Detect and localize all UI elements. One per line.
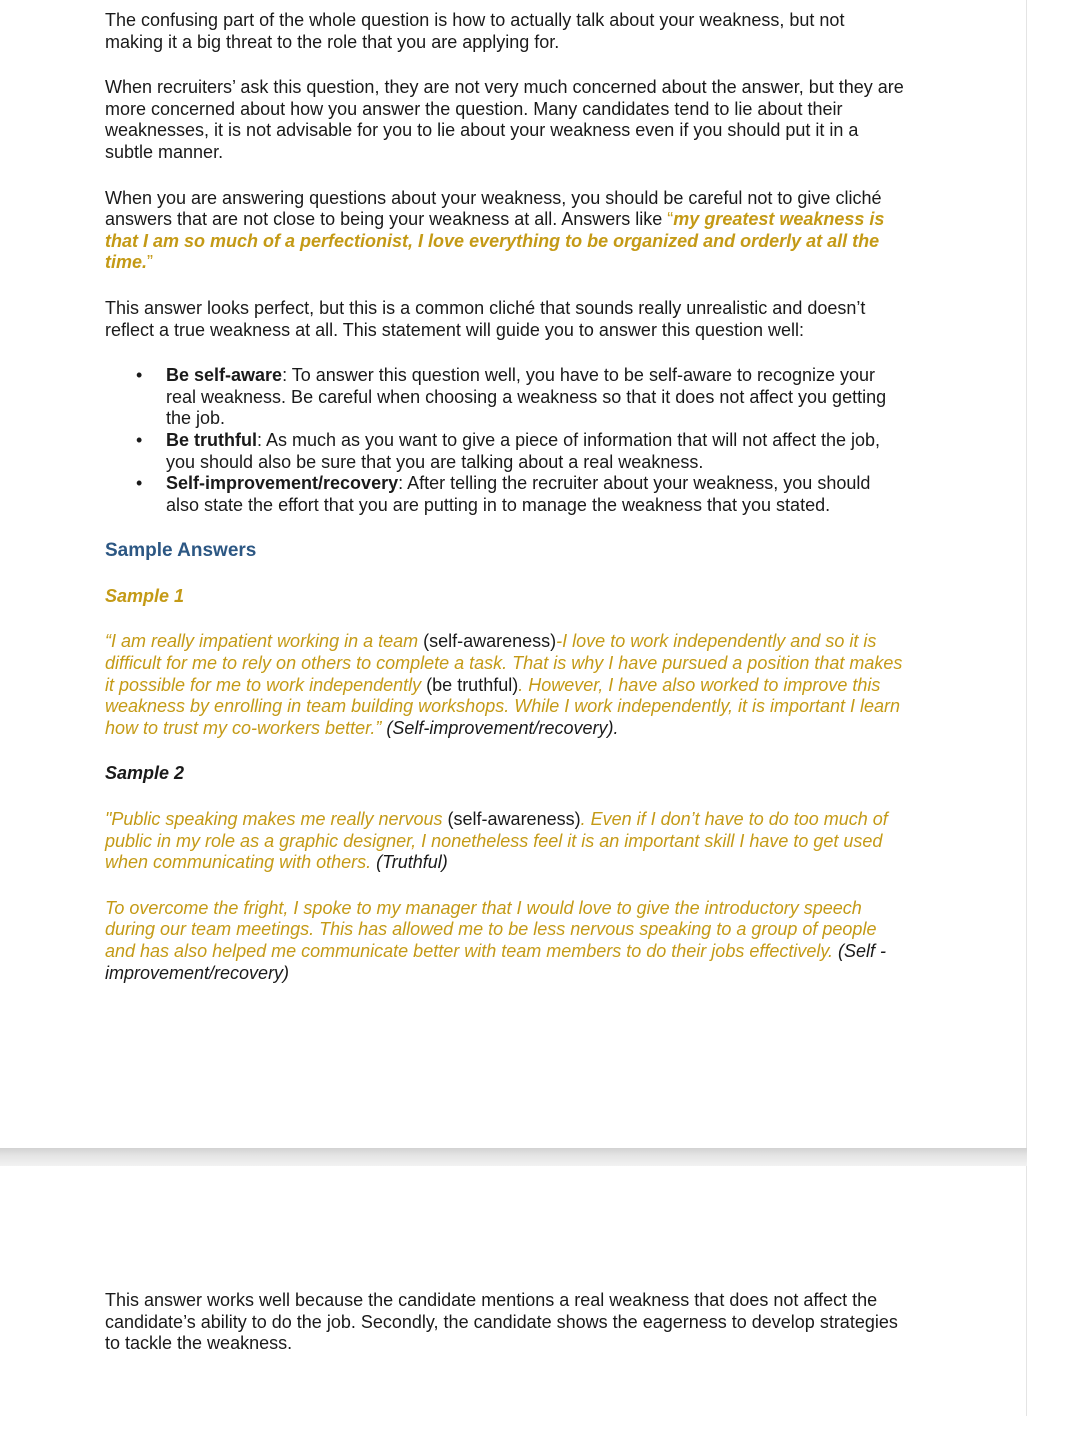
page-separator — [0, 1148, 1027, 1166]
quote-open: “ — [667, 209, 674, 230]
page-content — [105, 1290, 905, 1379]
sample-2-tag-truthful: (Truthful) — [376, 852, 448, 873]
paragraph-conclusion: This answer works well because the candidate mentions a real weakness that does not affect the candidate’s ability to do the job. Secondly, the candidate shows the eagerness to develop strategies to tackle the weakness. — [105, 1290, 898, 1354]
paragraph-intro: The confusing part of the whole question is how to actually talk about your weakness, but not making it a big threat to the role that you are applying for. — [105, 10, 845, 52]
sample-2-text: "Public speaking makes me really nervous — [105, 809, 448, 830]
bullet-icon: • — [136, 473, 143, 494]
cliche-example-highlight: my greatest weakness is that I am so much of a perfectionist, I love everything to be organized and orderly at all the time. — [105, 209, 885, 273]
tip-text: : To answer this question well, you have to be self-aware to recognize your real weakness. Be careful when choosing a weakness so that it does not affect you getting the job. — [166, 365, 887, 429]
sample-2-followup-text: To overcome the fright, I spoke to my manager that I would love to give the introductory speech during our team meetings. This has allowed me to be less nervous speaking to a group of people and has also helped me communicate better with team members to do their jobs effectively. — [105, 897, 877, 961]
section-heading-sample-answers: Sample Answers — [105, 540, 257, 562]
list-item — [136, 429, 905, 473]
paragraph-guide: This answer looks perfect, but this is a common cliché that sounds really unrealistic and doesn’t reflect a true weakness at all. This statement will guide you to answer this question well: — [105, 297, 866, 340]
list-item — [136, 473, 905, 516]
sample-2-tag-self-awareness: (self-awareness) — [447, 809, 581, 830]
tip-label: Be truthful — [166, 429, 257, 450]
sample-2-tag-improvement: (Self -improvement/recovery) — [105, 941, 887, 983]
paragraph-cliche — [105, 188, 905, 274]
sample-2-heading: Sample 2 — [105, 763, 185, 784]
tip-text: : After telling the recruiter about your weakness, you should also state the effort that you are putting in to manage the weakness that you stated. — [166, 473, 871, 515]
bullet-icon: • — [136, 365, 143, 386]
sample-1-answer — [105, 631, 905, 739]
document-page-2 — [0, 1166, 1027, 1416]
tip-label: Self-improvement/recovery — [166, 473, 399, 494]
page-content — [105, 10, 905, 1008]
sample-1-text: -I love to work independently and so it is difficult for me to rely on others to complete a task. That is why I have pursued a position that makes it possible for me to work independently — [105, 631, 903, 695]
paragraph-recruiters: When recruiters’ ask this question, they are not very much concerned about the answer, but they are more concerned about how you answer the question. Many candidates tend to lie about their weaknesses, it is not advisable for you to lie about your weakness even if you should put it in a subtle manner. — [105, 77, 904, 162]
sample-1-text: . However, I have also worked to improve this weakness by enrolling in team building workshops. While I work independently, it is important I learn how to trust my co-workers better.” — [105, 674, 901, 738]
sample-1-heading: Sample 1 — [105, 585, 185, 606]
list-item — [136, 365, 905, 430]
paragraph-cliche-text: When you are answering questions about your weakness, you should be careful not to give cliché answers that are not close to being your weakness at all. Answers like — [105, 187, 882, 230]
sample-1-tag-improvement: (Self-improvement/recovery). — [381, 717, 619, 738]
bullet-icon: • — [136, 429, 143, 450]
tips-list — [105, 365, 905, 516]
sample-2-followup — [105, 898, 905, 984]
tip-text: : As much as you want to give a piece of information that will not affect the job, you should also be sure that you are talking about a real weakness. — [166, 429, 880, 472]
sample-1-tag-truthful: (be truthful) — [426, 674, 519, 695]
sample-2-answer — [105, 809, 905, 874]
sample-2-text: . Even if I don’t have to do too much of public in my role as a graphic designer, I nonetheless feel it is an important skill I have to get used when communicating with others. — [105, 809, 888, 873]
sample-1-tag-self-awareness: (self-awareness) — [423, 631, 557, 652]
sample-1-text: “I am really impatient working in a team — [105, 631, 424, 652]
quote-close: ” — [147, 252, 154, 273]
tip-label: Be self-aware — [166, 365, 283, 386]
